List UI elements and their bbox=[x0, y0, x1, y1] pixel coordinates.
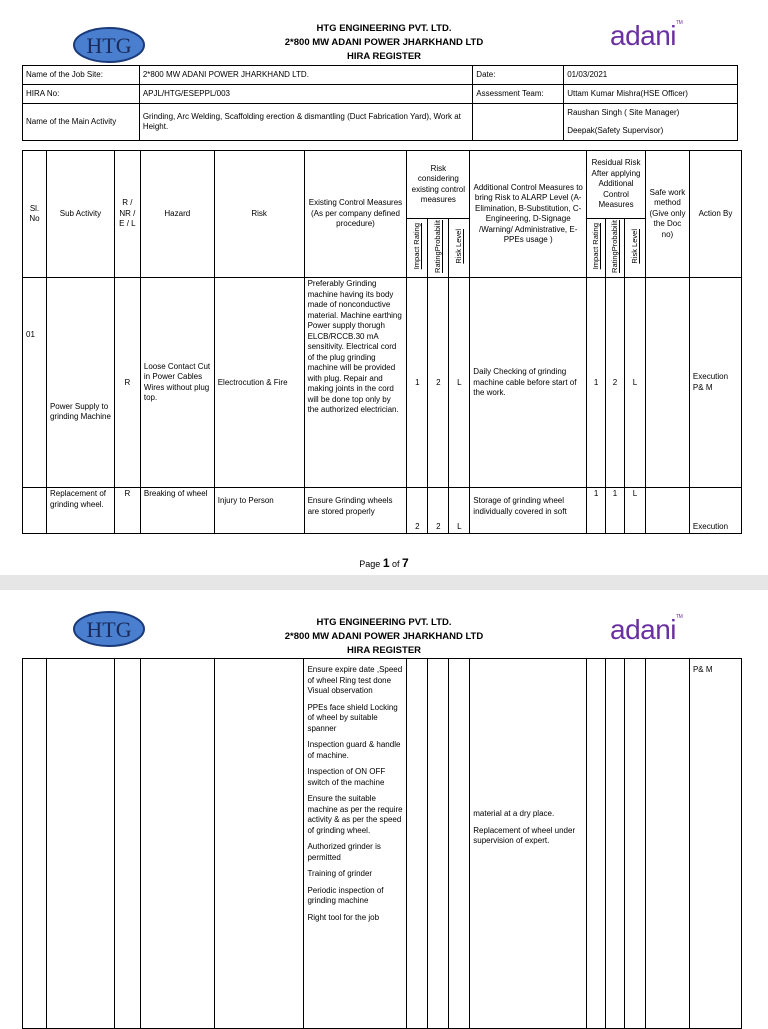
row-r-prob: 2 bbox=[606, 278, 625, 488]
project-name: 2*800 MW ADANI POWER JHARKHAND LTD bbox=[284, 631, 484, 642]
row-prob: 2 bbox=[428, 278, 449, 488]
col-sub-activity: Sub Activity bbox=[46, 151, 114, 278]
row-existing: Ensure Grinding wheels are stored properly bbox=[304, 488, 407, 534]
col-existing-control: Existing Control Measures (As per company defined procedure) bbox=[304, 151, 407, 278]
additional-control-list: material at a dry place. Replacement of wheel under supervision of expert. bbox=[470, 659, 587, 1029]
row-action-by: Execution P& M bbox=[689, 278, 741, 488]
row-rnr: R bbox=[114, 488, 140, 534]
col-sl-no: Sl. No bbox=[23, 151, 47, 278]
project-name: 2*800 MW ADANI POWER JHARKHAND LTD bbox=[284, 37, 484, 48]
page-separator bbox=[0, 575, 768, 590]
action-by-continued: P& M bbox=[689, 659, 741, 1029]
team-2: Raushan Singh ( Site Manager) bbox=[564, 104, 738, 123]
row-sub-activity: Power Supply to grinding Machine bbox=[46, 278, 114, 488]
col-action-by: Action By bbox=[689, 151, 741, 278]
activity-label: Name of the Main Activity bbox=[23, 104, 140, 141]
job-site-label: Name of the Job Site: bbox=[23, 66, 140, 85]
row-r-impact: 1 bbox=[587, 278, 606, 488]
row-existing: Preferably Grinding machine having its body made of nonconductive material. Machine earthing Power supply thorugh ELCB/RCCB.30 mA sensitivity. Electrical cord of the plug grinding machine will be provided with plug. Repair and making joints in the cord will be done top only by the authorized electrician. bbox=[304, 278, 407, 488]
col-hazard: Hazard bbox=[140, 151, 214, 278]
col-risk: Risk bbox=[214, 151, 304, 278]
job-site-value: 2*800 MW ADANI POWER JHARKHAND LTD. bbox=[139, 66, 472, 85]
row-additional: Daily Checking of grinding machine cable before start of the work. bbox=[470, 278, 587, 488]
page-number: Page 1 of 7 bbox=[359, 556, 409, 570]
team-1: Uttam Kumar Mishra(HSE Officer) bbox=[564, 85, 738, 104]
col-r-rating-probability: RatingProbabilit bbox=[609, 220, 619, 273]
row-r-level: L bbox=[625, 278, 646, 488]
col-additional-control: Additional Control Measures to bring Risk to ALARP Level (A-Elimination, B-Substitution, C-Engineering, D-Signage /Warning/ Administrative, E- PPEs usage ) bbox=[470, 151, 587, 278]
hira-table-continued bbox=[22, 658, 742, 1029]
page-2 bbox=[0, 590, 768, 1024]
register-title: HIRA REGISTER bbox=[346, 51, 422, 62]
hira-table bbox=[22, 150, 742, 534]
row-risk: Injury to Person bbox=[214, 488, 304, 534]
team-3: Deepak(Safety Supervisor) bbox=[564, 122, 738, 141]
table-row bbox=[23, 659, 742, 1029]
register-title: HIRA REGISTER bbox=[346, 645, 422, 656]
row-prob: 2 bbox=[428, 488, 449, 534]
col-impact-rating: Impact Rating bbox=[412, 223, 422, 270]
adani-logo: adani™ bbox=[610, 20, 683, 51]
row-hazard: Breaking of wheel bbox=[140, 488, 214, 534]
row-additional: Storage of grinding wheel individually covered in soft bbox=[470, 488, 587, 534]
row-impact: 2 bbox=[407, 488, 428, 534]
col-r-impact-rating: Impact Rating bbox=[590, 223, 600, 270]
team-label: Assessment Team: bbox=[473, 85, 564, 104]
row-rnr: R bbox=[114, 278, 140, 488]
row-sl bbox=[23, 488, 47, 534]
company-name: HTG ENGINEERING PVT. LTD. bbox=[316, 617, 452, 628]
row-action-by: Execution bbox=[689, 488, 741, 534]
col-risk-existing: Risk considering existing control measures bbox=[407, 151, 470, 219]
col-r-risk-level: Risk Level bbox=[629, 229, 639, 264]
row-r-prob: 1 bbox=[606, 488, 625, 534]
date-label: Date: bbox=[473, 66, 564, 85]
row-r-impact: 1 bbox=[587, 488, 606, 534]
row-sub-activity: Replacement of grinding wheel. bbox=[46, 488, 114, 534]
info-table bbox=[22, 65, 738, 141]
col-safe-work: Safe work method (Give only the Doc no) bbox=[645, 151, 689, 278]
company-name: HTG ENGINEERING PVT. LTD. bbox=[316, 23, 452, 34]
existing-control-list: Ensure expire date ,Speed of wheel Ring test done Visual observation PPEs face shield Locking of wheel by suitable spanner Inspection guard & handle of machine. Inspection of ON OFF switch of the machine Ensure the suitable machine as per the require activity & as per the speed of grinding wheel. Authorized grinder is permitted Training of grinder Periodic inspection of grinding machine Right tool for the job bbox=[304, 659, 407, 1029]
htg-logo-text: HTG bbox=[86, 617, 132, 642]
date-value: 01/03/2021 bbox=[564, 66, 738, 85]
row-safe-work bbox=[645, 488, 689, 534]
col-risk-level: Risk Level bbox=[454, 229, 464, 264]
col-rnr: R / NR / E / L bbox=[114, 151, 140, 278]
row-sl: 01 bbox=[23, 278, 47, 488]
hira-label: HIRA No: bbox=[23, 85, 140, 104]
htg-logo-text: HTG bbox=[86, 33, 132, 58]
row-safe-work bbox=[645, 278, 689, 488]
table-row bbox=[23, 278, 742, 488]
row-hazard: Loose Contact Cut in Power Cables Wires without plug top. bbox=[140, 278, 214, 488]
activity-value: Grinding, Arc Welding, Scaffolding erection & dismantling (Duct Fabrication Yard), Work at Height. bbox=[139, 104, 472, 141]
row-level: L bbox=[449, 278, 470, 488]
row-level: L bbox=[449, 488, 470, 534]
col-residual-risk: Residual Risk After applying Additional Control Measures bbox=[587, 151, 646, 219]
table-row bbox=[23, 488, 742, 534]
hira-value: APJL/HTG/ESEPPL/003 bbox=[139, 85, 472, 104]
row-r-level: L bbox=[625, 488, 646, 534]
adani-logo: adani™ bbox=[610, 614, 683, 645]
row-risk: Electrocution & Fire bbox=[214, 278, 304, 488]
col-rating-probability: RatingProbabilit bbox=[433, 220, 443, 273]
row-impact: 1 bbox=[407, 278, 428, 488]
